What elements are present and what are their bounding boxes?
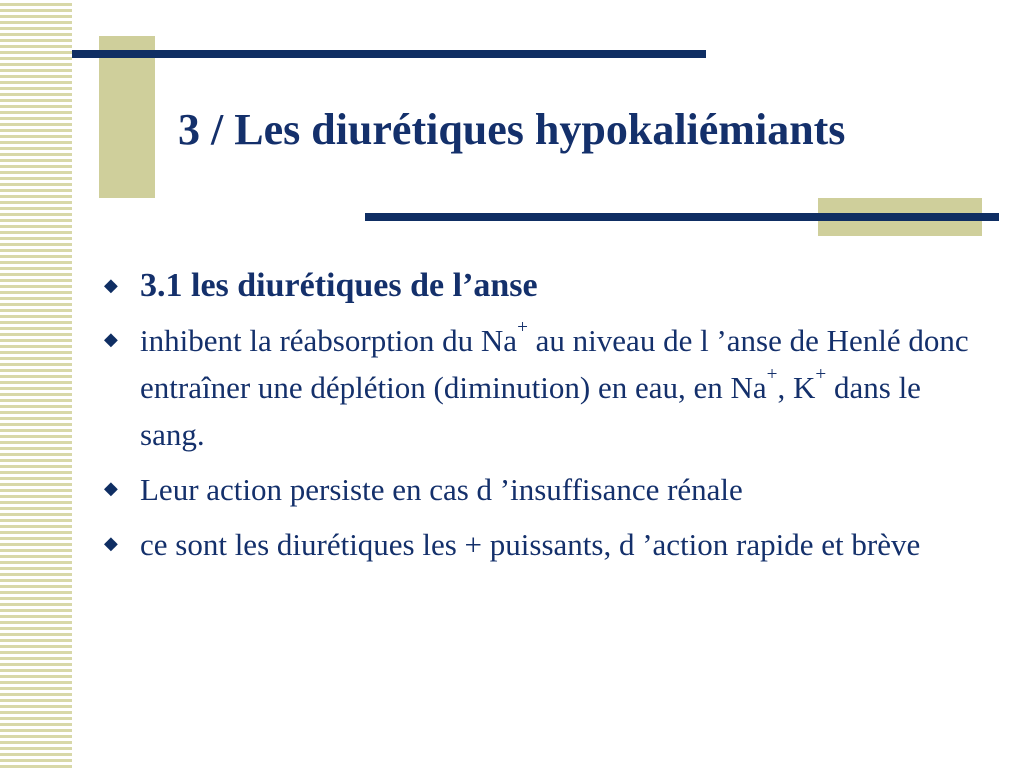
- top-rule-line: [72, 50, 706, 58]
- diamond-bullet-icon: ◆: [104, 329, 118, 349]
- superscript-plus: +: [815, 364, 827, 386]
- bullet-text: Leur action persiste en cas d ’insuffisance rénale: [140, 472, 743, 507]
- superscript-plus: +: [517, 317, 528, 339]
- bullet-text-segment: inhibent la réabsorption du Na: [140, 323, 518, 358]
- left-stripe-pattern: [0, 0, 72, 768]
- bullet-text: [140, 317, 984, 458]
- diamond-bullet-icon: ◆: [104, 275, 118, 295]
- slide-title: 3 / Les diurétiques hypokaliémiants: [178, 105, 846, 154]
- title-accent-block: [99, 36, 155, 198]
- bullet-text: ce sont les diurétiques les + puissants, d ’action rapide et brève: [140, 527, 921, 562]
- diamond-bullet-icon: ◆: [104, 478, 118, 498]
- bullet-list: [104, 262, 984, 576]
- list-item: [104, 262, 984, 309]
- bullet-text-segment: au niveau de l ’anse de Henlé donc entraîner une déplétion (diminution) en eau, en Na: [140, 323, 969, 405]
- bullet-text-segment: dans le sang.: [140, 370, 921, 452]
- list-item: [104, 521, 984, 568]
- bullet-text: 3.1 les diurétiques de l’anse: [140, 267, 538, 304]
- list-item: [104, 466, 984, 513]
- list-item: [104, 317, 984, 458]
- title-underline-rule: [365, 213, 999, 221]
- diamond-bullet-icon: ◆: [104, 533, 118, 553]
- bullet-text-segment: , K: [777, 370, 816, 405]
- superscript-plus: +: [766, 364, 778, 386]
